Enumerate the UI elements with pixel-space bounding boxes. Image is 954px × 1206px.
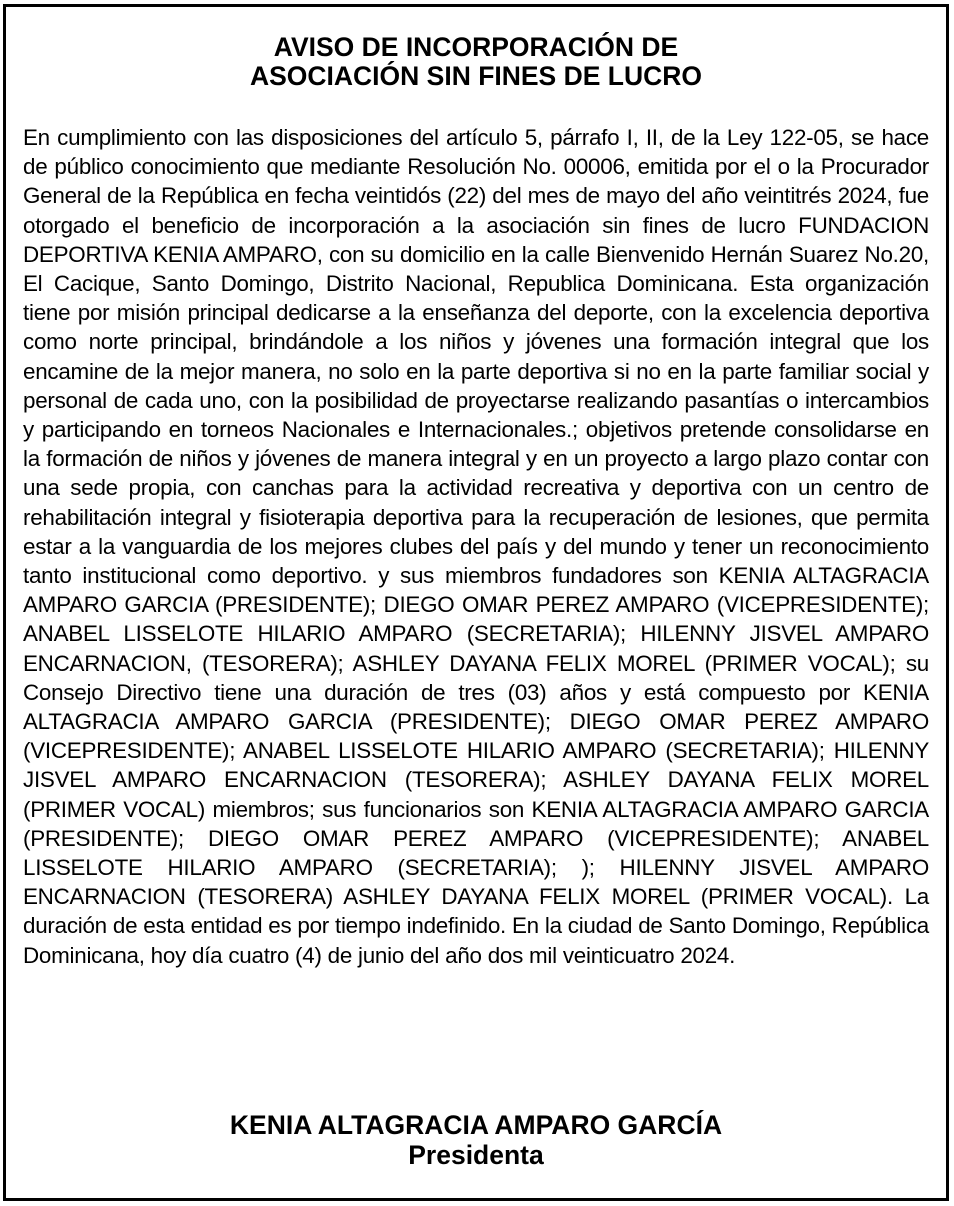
signatory-role: Presidenta	[408, 1140, 544, 1170]
signature-block	[6, 1110, 946, 1170]
notice-title-line-2: ASOCIACIÓN SIN FINES DE LUCRO	[249, 61, 702, 91]
notice-title	[6, 33, 946, 91]
notice-frame	[3, 4, 949, 1201]
notice-body: En cumplimiento con las disposiciones del artículo 5, párrafo I, II, de la Ley 122-05, se hace de público conocimiento que mediante Resolución No. 00006, emitida por el o la Procurador General de la República en fecha veintidós (22) del mes de mayo del año veintitrés 2024, fue otorgado el beneficio de incorporación a la asociación sin fines de lucro FUNDACION DEPORTIVA KENIA AMPARO, con su domicilio en la calle Bienvenido Hernán Suarez No.20, El Cacique, Santo Domingo, Distrito Nacional, Republica Dominicana. Esta organización tiene por misión principal dedicarse a la enseñanza del deporte, con la excelencia deportiva como norte principal, brindándole a los niños y jóvenes una formación integral que los encamine de la mejor manera, no solo en la parte deportiva si no en la parte familiar social y personal de cada uno, con la posibilidad de proyectarse realizando pasantías o intercambios y participando en torneos Nacionales e Internacionales.; objetivos pretende consolidarse en la formación de niños y jóvenes de manera integral y en un proyecto a largo plazo contar con una sede propia, con canchas para la actividad recreativa y deportiva con un centro de rehabilitación integral y fisioterapia deportiva para la recuperación de lesiones, que permita estar a la vanguardia de los mejores clubes del país y del mundo y tener un reconocimiento tanto institucional como deportivo. y sus miembros fundadores son KENIA ALTAGRACIA AMPARO GARCIA (PRESIDENTE); DIEGO OMAR PEREZ AMPARO (VICEPRESIDENTE); ANABEL LISSELOTE HILARIO AMPARO (SECRETARIA); HILENNY JISVEL AMPARO ENCARNACION, (TESORERA); ASHLEY DAYANA FELIX MOREL (PRIMER VOCAL); su Consejo Directivo tiene una duración de tres (03) años y está compuesto por KENIA ALTAGRACIA AMPARO GARCIA (PRESIDENTE); DIEGO OMAR PEREZ AMPARO (VICEPRESIDENTE); ANABEL LISSELOTE HILARIO AMPARO (SECRETARIA); HILENNY JISVEL AMPARO ENCARNACION (TESORERA); ASHLEY DAYANA FELIX MOREL (PRIMER VOCAL) miembros; sus funcionarios son KENIA ALTAGRACIA AMPARO GARCIA (PRESIDENTE); DIEGO OMAR PEREZ AMPARO (VICEPRESIDENTE); ANABEL LISSELOTE HILARIO AMPARO (SECRETARIA); ); HILENNY JISVEL AMPARO ENCARNACION (TESORERA) ASHLEY DAYANA FELIX MOREL (PRIMER VOCAL). La duración de esta entidad es por tiempo indefinido. En la ciudad de Santo Domingo, República Dominicana, hoy día cuatro (4) de junio del año dos mil veinticuatro 2024.	[23, 125, 929, 968]
notice-title-line-1: AVISO DE INCORPORACIÓN DE	[273, 32, 679, 62]
signatory-name: KENIA ALTAGRACIA AMPARO GARCÍA	[229, 1110, 723, 1140]
